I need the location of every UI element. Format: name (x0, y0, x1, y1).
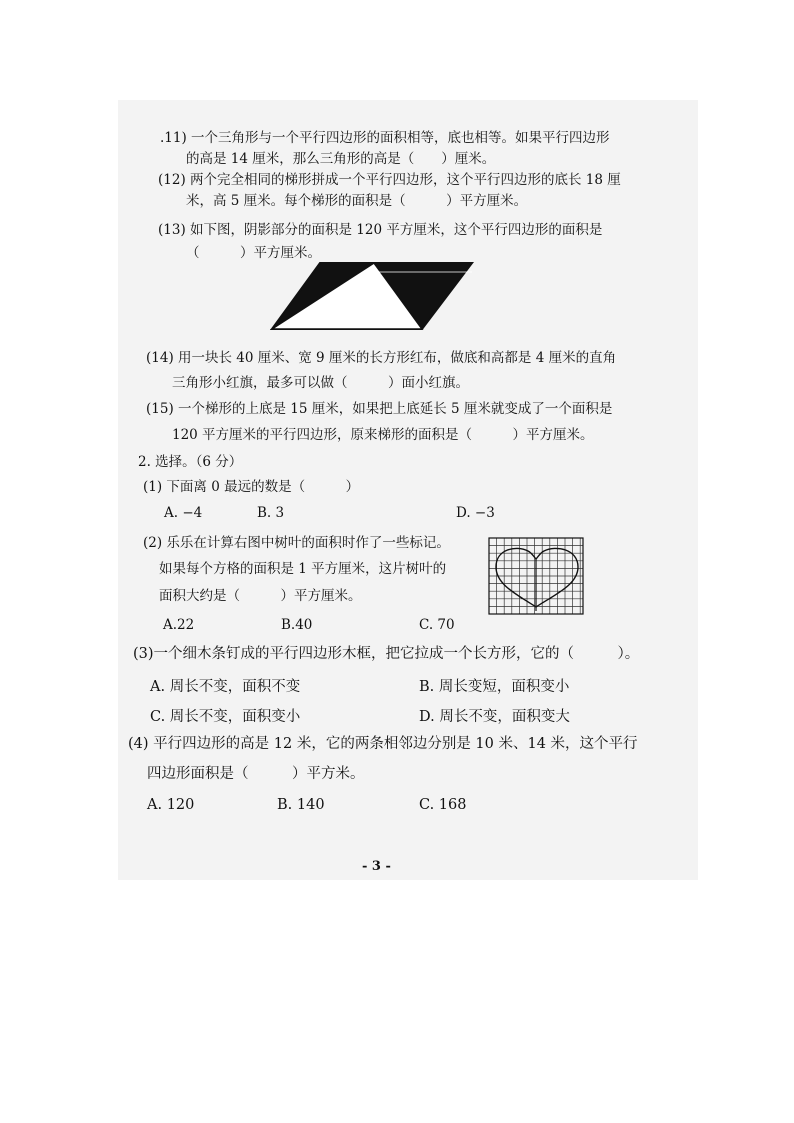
c4-line-2: 四边形面积是（ ）平方米。 (147, 766, 365, 782)
c4-line-1: (4) 平行四边形的高是 12 米，它的两条相邻边分别是 10 米、14 米，这个平行 (128, 736, 638, 752)
q14-line-2: 三角形小红旗，最多可以做（ ）面小红旗。 (172, 375, 469, 391)
c2-option-a: A.22 (163, 617, 195, 633)
c3-option-d: D. 周长不变，面积变大 (419, 709, 570, 725)
q11-line-1: .11) 一个三角形与一个平行四边形的面积相等，底也相等。如果平行四边形 (160, 130, 610, 146)
c4-option-b: B. 140 (277, 797, 325, 813)
q15-line-1: (15) 一个梯形的上底是 15 厘米，如果把上底延长 5 厘米就变成了一个面积是 (146, 401, 613, 417)
c3-option-a: A. 周长不变，面积不变 (150, 679, 301, 695)
c2-line-3: 面积大约是（ ）平方厘米。 (159, 588, 362, 604)
q13-line-1: (13) 如下图，阴影部分的面积是 120 平方厘米，这个平行四边形的面积是 (158, 222, 603, 238)
c3-question: (3)一个细木条钉成的平行四边形木框，把它拉成一个长方形，它的（ ）。 (133, 646, 640, 662)
section-2-title: 2. 选择。（6 分） (138, 454, 243, 470)
page-number: - 3 - (362, 859, 391, 874)
c1-option-d: D. −3 (456, 505, 495, 521)
c2-line-1: (2) 乐乐在计算右图中树叶的面积时作了一些标记。 (143, 535, 450, 551)
parallelogram-figure (270, 259, 475, 332)
q15-line-2: 120 平方厘米的平行四边形，原来梯形的面积是（ ）平方厘米。 (172, 427, 594, 443)
c2-option-c: C. 70 (419, 617, 455, 633)
c1-option-b: B. 3 (257, 505, 285, 521)
c2-line-2: 如果每个方格的面积是 1 平方厘米，这片树叶的 (159, 561, 447, 577)
c3-option-c: C. 周长不变，面积变小 (150, 709, 301, 725)
c1-question: (1) 下面离 0 最远的数是（ ） (143, 479, 360, 495)
c4-option-c: C. 168 (419, 797, 467, 813)
c1-option-a: A. −4 (164, 505, 203, 521)
c3-option-b: B. 周长变短，面积变小 (419, 679, 570, 695)
q11-line-2: 的高是 14 厘米，那么三角形的高是（ ）厘米。 (186, 151, 496, 167)
c4-option-a: A. 120 (147, 797, 195, 813)
leaf-grid-figure (488, 537, 584, 615)
q12-line-1: (12) 两个完全相同的梯形拼成一个平行四边形，这个平行四边形的底长 18 厘 (158, 172, 621, 188)
q14-line-1: (14) 用一块长 40 厘米、宽 9 厘米的长方形红布，做底和高都是 4 厘米的直角 (146, 350, 617, 366)
c2-option-b: B.40 (281, 617, 313, 633)
q13-line-2: （ ）平方厘米。 (186, 245, 321, 261)
q12-line-2: 米，高 5 厘米。每个梯形的面积是（ ）平方厘米。 (186, 193, 528, 209)
